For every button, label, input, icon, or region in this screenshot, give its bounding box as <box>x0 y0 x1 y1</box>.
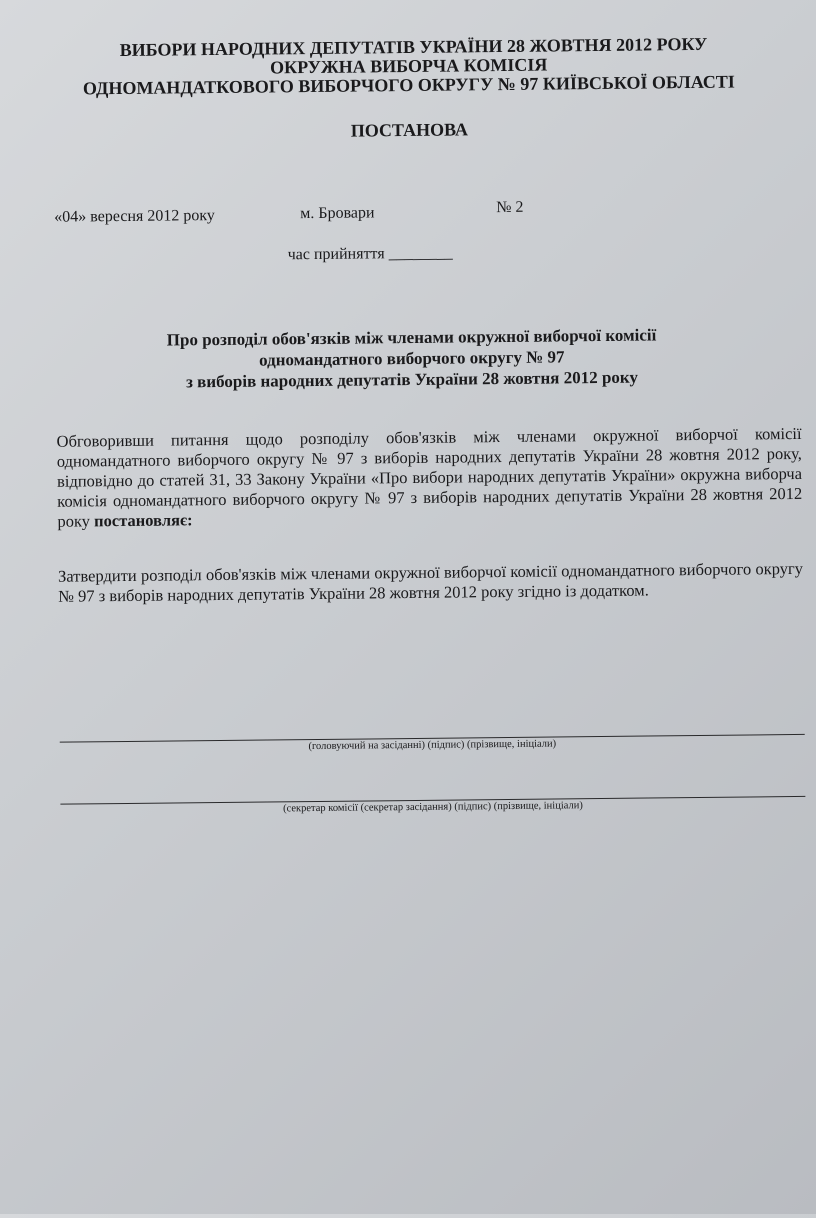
chair-signature-caption: (головуючий на засіданні) (підпис) (прізвище, ініціали) <box>308 738 557 753</box>
preamble-text: Обговоривши питання щодо розподілу обов'язків між членами окружної виборчої комісії одномандатного виборчого округу № 97 з виборів народних депутатів України 28 жовтня 2012 року, відповідно до статей 31, 33 Закону України «Про вибори народних депутатів України» окружна виборча комісія одномандатного виборчого округу № 97 з виборів народних депутатів України 28 жовтня 2012 року <box>56 423 803 531</box>
preamble-paragraph <box>57 424 803 532</box>
header-line-elections: ВИБОРИ НАРОДНИХ ДЕПУТАТІВ УКРАЇНИ 28 ЖОВТНЯ 2012 РОКУ <box>119 33 708 61</box>
resolution-date: «04» вересня 2012 року <box>54 207 215 226</box>
secretary-signature-caption: (секретар комісії (секретар засідання) (підпис) (прізвище, ініціали) <box>282 800 583 815</box>
document-title: ПОСТАНОВА <box>350 119 469 141</box>
resolution-number: № 2 <box>496 198 524 217</box>
document-header <box>0 34 816 100</box>
subject-line-1: Про розподіл обов'язків між членами окружної виборчої комісії <box>166 325 657 350</box>
header-line-commission: ОКРУЖНА ВИБОРЧА КОМІСІЯ <box>269 54 548 78</box>
subject-line-2: одномандатного виборчого округу № 97 <box>258 347 565 370</box>
resolution-place: м. Бровари <box>300 204 375 223</box>
subject-line-3: з виборів народних депутатів України 28 жовтня 2012 року <box>185 367 639 392</box>
decision-keyword: постановляє: <box>94 510 193 531</box>
header-line-district: ОДНОМАНДАТКОВОГО ВИБОРЧОГО ОКРУГУ № 97 КИЇВСЬКОЇ ОБЛАСТІ <box>82 71 735 99</box>
adoption-time: час прийняття ________ <box>287 244 453 264</box>
decision-paragraph: Затвердити розподіл обов'язків між членами окружної виборчої комісії одномандатного виборчого округу № 97 з виборів народних депутатів України 28 жовтня 2012 року згідно із додатком. <box>57 558 804 606</box>
resolution-subject <box>3 323 816 395</box>
